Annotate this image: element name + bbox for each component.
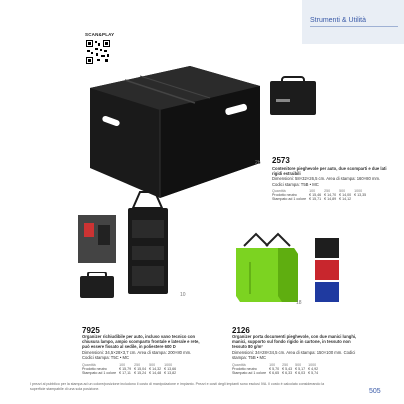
price-cell: € 15,46: [309, 193, 322, 197]
price-header-cell: 500: [295, 363, 302, 367]
product-description-2573: [272, 166, 392, 187]
product-description-2126: [232, 334, 357, 360]
price-row-label: Stampato ad 1 colore: [82, 371, 117, 375]
price-row-label: Prodotto neutro: [82, 367, 107, 371]
price-table-2573: [272, 189, 369, 201]
photo-label-2126: 18: [296, 300, 302, 306]
price-cell: € 15,71: [309, 197, 322, 201]
price-cell: € 15,04: [134, 367, 147, 371]
product-details-2573: Dimensioni: 58×32×26,5 cm. Area di stampa: 160×80 mm. Codici stampa: T5B • MC: [272, 176, 381, 187]
header-rule: [310, 26, 398, 27]
price-cell: € 4,92: [308, 367, 319, 371]
price-header-cell: 500: [339, 189, 346, 193]
price-header-cell: 100: [309, 189, 316, 193]
price-header-cell: Quantità: [232, 363, 246, 367]
seat-organizer-folded-image: [78, 272, 116, 300]
product-details-2126: Dimensioni: 34×28×34,5 cm. Area di stampa: 150×100 mm. Codici stampa: T5B • MC: [232, 349, 356, 360]
scan-label: SCAN&PLAY: [85, 32, 115, 37]
price-cell: € 14,48: [149, 371, 162, 375]
price-header-cell: 250: [134, 363, 141, 367]
price-header-cell: 1000: [354, 189, 363, 193]
category-title: Strumenti & Utilità: [310, 17, 367, 24]
price-cell: € 13,66: [164, 367, 177, 371]
product-details-7925: Dimensioni: 34,5×28×3,7 cm. Area di stampa: 200×80 mm. Codici stampa: T5C • MC: [82, 349, 192, 360]
product-code-2126: 2126: [232, 326, 250, 335]
price-row: [232, 371, 321, 375]
page-number: 505: [369, 388, 381, 395]
price-cell: € 14,89: [324, 197, 337, 201]
product-code-2573: 2573: [272, 156, 290, 165]
color-variants-image: [313, 236, 343, 304]
price-cell: [354, 197, 369, 201]
price-cell: € 14,70: [324, 193, 337, 197]
price-cell: € 6,65: [269, 371, 280, 375]
folded-organizer-image: [268, 75, 320, 117]
price-header-cell: 250: [324, 189, 331, 193]
price-header-cell: Quantità: [82, 363, 96, 367]
photo-label-2573: 2b: [255, 160, 261, 166]
price-header-cell: 500: [149, 363, 156, 367]
price-cell: € 13,82: [164, 371, 177, 375]
price-cell: € 6,33: [282, 371, 293, 375]
product-code-7925: 7925: [82, 326, 100, 335]
price-row: [82, 371, 179, 375]
price-cell: € 5,70: [269, 367, 280, 371]
footer-note: I prezzi al pubblico per la stampa ad un colore/posizione includono il costo di manipolazione e impianto. Prezzi e costi degli impianti sono esclusi IVA. Il costo è calcolato considerando la superficie stampabile di una sola posizione.: [30, 382, 325, 391]
price-header-cell: 100: [119, 363, 126, 367]
price-cell: € 5,17: [295, 367, 306, 371]
price-header-cell: 1000: [164, 363, 173, 367]
price-cell: € 14,12: [339, 197, 352, 201]
product-description-7925: [82, 334, 200, 360]
price-table-7925: [82, 363, 179, 375]
document-organizer-image: [232, 232, 302, 304]
price-header-cell: 250: [282, 363, 289, 367]
price-row-label: Stampato ad 1 colore: [232, 371, 267, 375]
seat-organizer-detail-image: [78, 215, 116, 263]
price-row-label: Prodotto neutro: [232, 367, 257, 371]
price-row-label: Stampato ad 1 colore: [272, 197, 307, 201]
price-cell: € 17,11: [119, 371, 131, 375]
product-title-2573: Contenitore pieghevole per auto, due scomparti e due lati rigidi estraibili: [272, 166, 387, 177]
price-table-2126: [232, 363, 321, 375]
product-title-2126: Organizer porta documenti pieghevole, con due manici lunghi, manici, supporto sul fondo rigido in cartone, in tessuto non tessuto 80 g/m²: [232, 334, 357, 350]
price-cell: € 5,43: [282, 367, 293, 371]
price-header-cell: 100: [269, 363, 276, 367]
price-row-label: Prodotto neutro: [272, 193, 297, 197]
price-cell: € 15,79: [119, 367, 132, 371]
price-cell: € 6,03: [295, 371, 306, 375]
product-title-7925: Organizer richiudibile per auto, incluso vano tecnico con chiusura lampo, ampio scomparto frontale e laterale e rete, può essere fissato al sedile, in poliestere 600 D: [82, 334, 200, 350]
price-row: [272, 197, 369, 201]
price-header-cell: Quantità: [272, 189, 286, 193]
seat-organizer-image: [110, 190, 185, 300]
category-header: [302, 0, 404, 44]
photo-label-7925: 10: [180, 292, 186, 298]
price-cell: € 13,35: [354, 193, 367, 197]
price-header-cell: 1000: [308, 363, 317, 367]
trunk-organizer-image: [80, 58, 265, 208]
price-cell: € 5,74: [308, 371, 319, 375]
price-cell: € 14,00: [339, 193, 352, 197]
price-cell: € 14,32: [149, 367, 162, 371]
price-cell: € 15,24: [134, 371, 147, 375]
